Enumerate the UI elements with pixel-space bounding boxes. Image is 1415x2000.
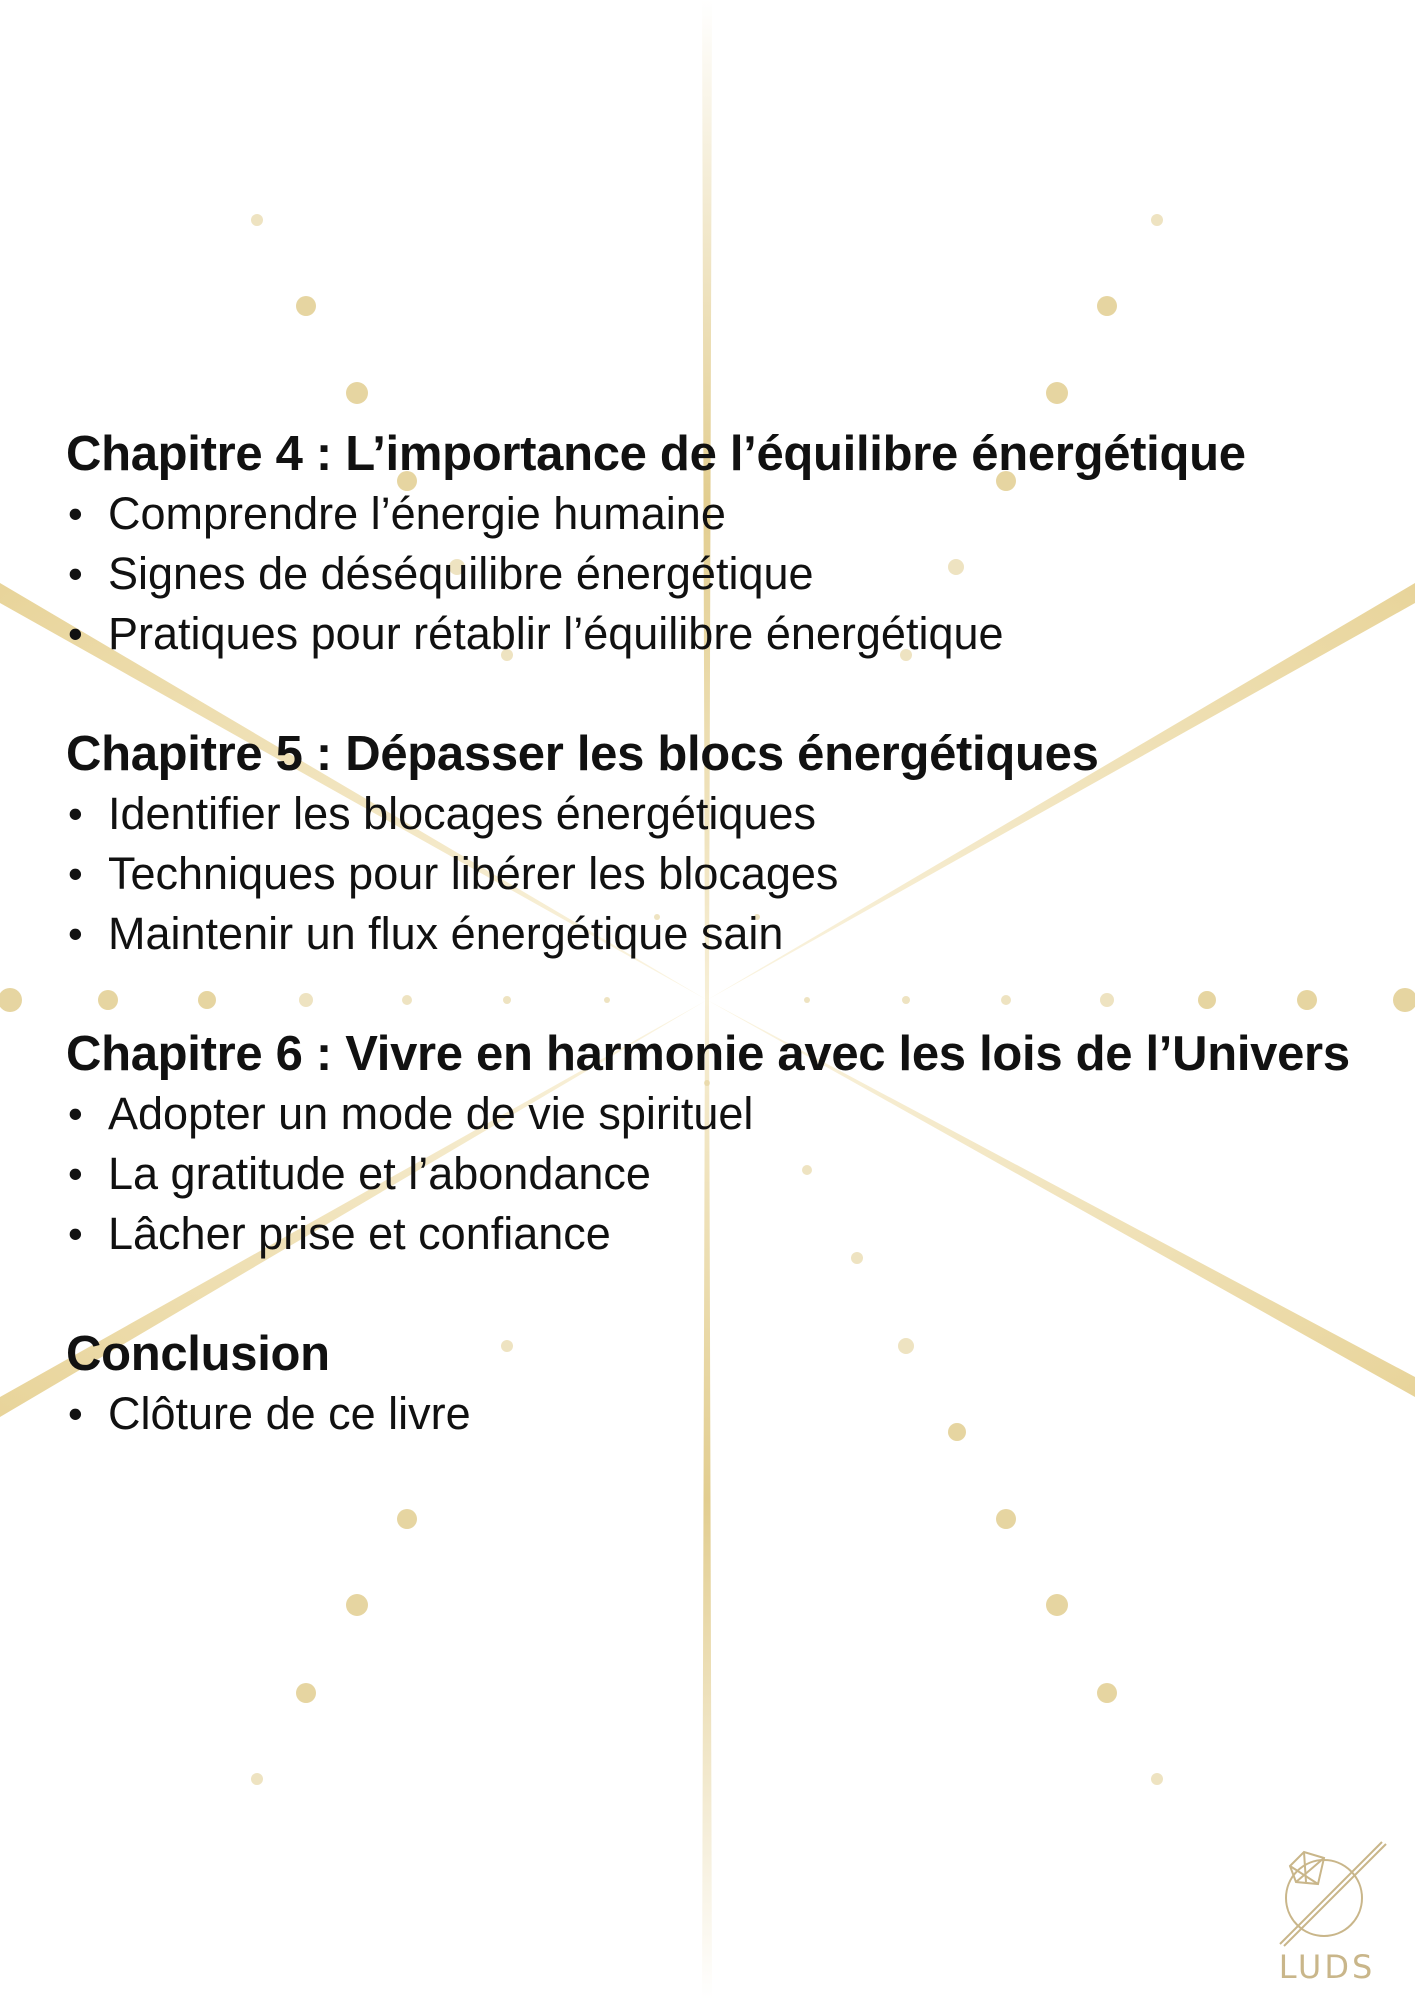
chapter-items <box>66 1384 1396 1444</box>
chapter-section <box>66 1024 1396 1264</box>
bullet-icon: • <box>68 1150 83 1197</box>
list-item-text: Pratiques pour rétablir l’équilibre énergétique <box>108 608 1004 659</box>
list-item-text: Adopter un mode de vie spirituel <box>108 1088 754 1139</box>
list-item <box>66 544 1396 604</box>
decorative-dot <box>1097 296 1117 316</box>
decorative-dot <box>1151 214 1163 226</box>
chapter-items <box>66 1084 1396 1264</box>
decorative-dot <box>346 1594 368 1616</box>
decorative-dot <box>397 1509 417 1529</box>
decorative-dot <box>0 988 22 1012</box>
chapter-items <box>66 784 1396 964</box>
list-item-text: Signes de déséquilibre énergétique <box>108 548 814 599</box>
list-item <box>66 1084 1396 1144</box>
chapter-title: Chapitre 4 : L’importance de l’équilibre énergétique <box>66 427 1246 481</box>
chapter-section <box>66 1324 1396 1444</box>
decorative-dot <box>1393 988 1415 1012</box>
decorative-dot <box>996 1509 1016 1529</box>
logo-text: LUDS <box>1278 1948 1376 1986</box>
bullet-icon: • <box>68 1090 83 1137</box>
list-item-text: Maintenir un flux énergétique sain <box>108 908 784 959</box>
decorative-dot <box>346 382 368 404</box>
decorative-dot <box>296 1683 316 1703</box>
bullet-icon: • <box>68 790 83 837</box>
bullet-icon: • <box>68 610 83 657</box>
chapter-title: Chapitre 5 : Dépasser les blocs énergétiques <box>66 727 1099 781</box>
bullet-icon: • <box>68 850 83 897</box>
bullet-icon: • <box>68 1390 83 1437</box>
chapter-section <box>66 424 1396 664</box>
list-item <box>66 1384 1396 1444</box>
list-item-text: Techniques pour libérer les blocages <box>108 848 839 899</box>
decorative-dot <box>1151 1773 1163 1785</box>
list-item <box>66 1144 1396 1204</box>
decorative-dot <box>1046 382 1068 404</box>
list-item-text: Identifier les blocages énergétiques <box>108 788 816 839</box>
list-item <box>66 844 1396 904</box>
table-of-contents <box>66 424 1396 1504</box>
list-item <box>66 784 1396 844</box>
list-item <box>66 484 1396 544</box>
decorative-dot <box>296 296 316 316</box>
list-item <box>66 904 1396 964</box>
crystal-planet-icon <box>1262 1836 1392 1951</box>
list-item <box>66 1204 1396 1264</box>
luds-logo <box>1262 1836 1392 1986</box>
chapter-section <box>66 724 1396 964</box>
bullet-icon: • <box>68 910 83 957</box>
list-item-text: Clôture de ce livre <box>108 1388 471 1439</box>
bullet-icon: • <box>68 550 83 597</box>
decorative-dot <box>1046 1594 1068 1616</box>
decorative-dot <box>251 1773 263 1785</box>
list-item <box>66 604 1396 664</box>
list-item-text: Comprendre l’énergie humaine <box>108 488 726 539</box>
list-item-text: Lâcher prise et confiance <box>108 1208 611 1259</box>
list-item-text: La gratitude et l’abondance <box>108 1148 651 1199</box>
bullet-icon: • <box>68 490 83 537</box>
bullet-icon: • <box>68 1210 83 1257</box>
chapter-title: Chapitre 6 : Vivre en harmonie avec les lois de l’Univers <box>66 1027 1350 1081</box>
chapter-items <box>66 484 1396 664</box>
chapter-title: Conclusion <box>66 1327 330 1381</box>
decorative-dot <box>1097 1683 1117 1703</box>
decorative-dot <box>251 214 263 226</box>
